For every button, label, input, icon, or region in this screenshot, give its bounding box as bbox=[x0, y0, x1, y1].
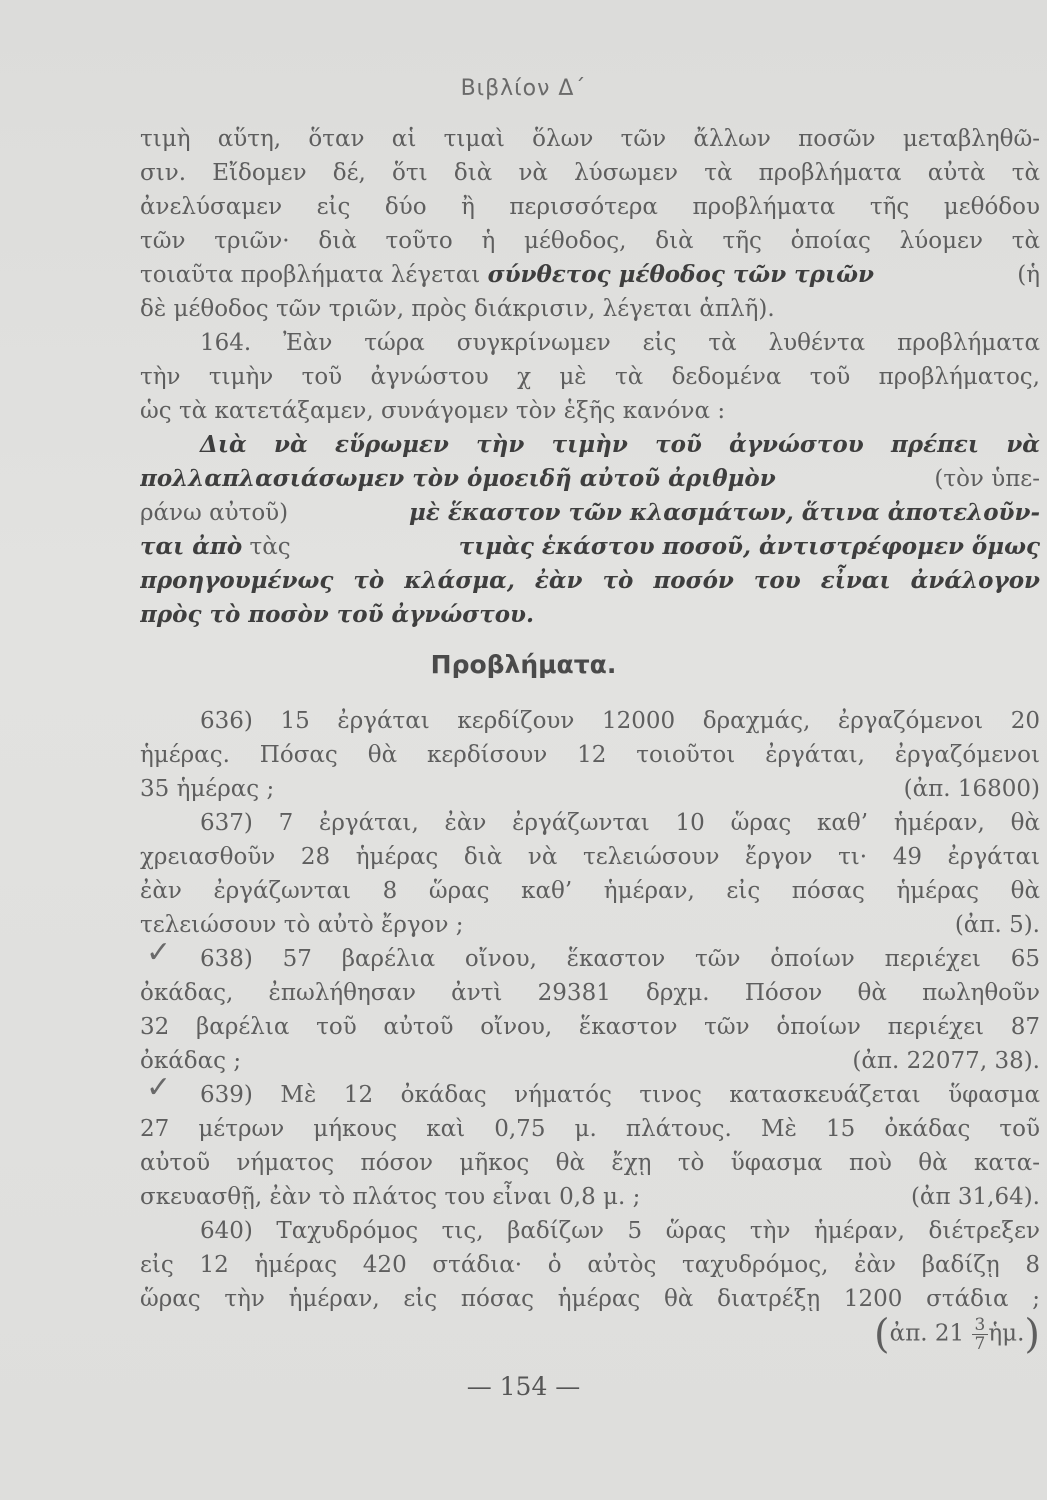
answer-640: (ἀπ. 21 $\frac{3}{7}$ ἡμ.) bbox=[874, 1316, 1040, 1358]
problem-638-line: ὀκάδας, ἐπωλήθησαν ἀντὶ 29381 δρχμ. Πόσον θὰ πωληθοῦν bbox=[140, 980, 1040, 1006]
answer-636: (ἀπ. 16800) bbox=[903, 776, 1040, 802]
problems-heading: Προβλήματα. bbox=[430, 650, 617, 679]
text-run: σκευασθῇ, ἐὰν τὸ πλάτος του εἶναι 0,8 μ. ; bbox=[140, 1184, 641, 1210]
rule-line bbox=[140, 530, 1040, 564]
rule-line: πρὸς τὸ ποσὸν τοῦ ἀγνώστου. bbox=[140, 601, 535, 628]
problem-640-line: ὥρας τὴν ἡμέραν, εἰς πόσας ἡμέρας θὰ διατρέξῃ 1200 στάδια ; bbox=[140, 1286, 1040, 1312]
problem-640-line: 640) Ταχυδρόμος τις, βαδίζων 5 ὥρας τὴν ἡμέραν, διέτρεξεν bbox=[200, 1218, 1040, 1244]
text-run: (τὸν ὑπε- bbox=[934, 466, 1040, 492]
problem-637-line bbox=[140, 908, 1040, 942]
problem-636-line: ἡμέρας. Πόσας θὰ κερδίσουν 12 τοιοῦτοι ἐργάται, ἐργαζόμενοι bbox=[140, 742, 1040, 768]
text-line: τῶν τριῶν· διὰ τοῦτο ἡ μέθοδος, διὰ τῆς ὁποίας λύομεν τὰ bbox=[140, 228, 1040, 254]
rule-line bbox=[140, 462, 1040, 496]
answer-639: (ἀπ 31,64). bbox=[910, 1184, 1040, 1210]
problem-639-line: 639) Μὲ 12 ὀκάδας νήματός τινος κατασκευάζεται ὕφασμα bbox=[200, 1082, 1040, 1108]
text-run: (ἡ bbox=[1017, 262, 1040, 288]
text-line: ὡς τὰ κατετάξαμεν, συνάγομεν τὸν ἑξῆς κανόνα : bbox=[140, 398, 726, 424]
fraction-denominator: 7 bbox=[974, 1334, 986, 1354]
rule-line bbox=[140, 496, 1040, 530]
answer-640-unit: ἡμ. bbox=[988, 1320, 1025, 1347]
rule-text: τιμὰς ἑκάστου ποσοῦ, ἀντιστρέφομεν ὅμως bbox=[458, 533, 1040, 560]
text-line: ἀνελύσαμεν εἰς δύο ἢ περισσότερα προβλήματα τῆς μεθόδου bbox=[140, 194, 1040, 220]
rule-text: ται ἀπὸ bbox=[140, 533, 243, 560]
answer-638: (ἀπ. 22077, 38). bbox=[852, 1048, 1040, 1074]
problem-637-line: ἐὰν ἐργάζωνται 8 ὥρας καθ’ ἡμέραν, εἰς πόσας ἡμέρας θὰ bbox=[140, 878, 1040, 904]
problem-639-line bbox=[140, 1180, 1040, 1214]
fraction bbox=[972, 1316, 989, 1353]
text-line: τιμὴ αὕτη, ὅταν αἱ τιμαὶ ὅλων τῶν ἄλλων ποσῶν μεταβληθῶ- bbox=[140, 126, 1040, 152]
fraction-numerator: 3 bbox=[972, 1316, 989, 1335]
emphasis-term: σύνθετος μέθοδος τῶν τριῶν bbox=[487, 261, 874, 288]
problem-637-line: 637) 7 ἐργάται, ἐὰν ἐργάζωνται 10 ὥρας καθ’ ἡμέραν, θὰ bbox=[200, 810, 1040, 836]
section-164 bbox=[140, 326, 1040, 632]
problem-636-line: 636) 15 ἐργάται κερδίζουν 12000 δραχμάς, ἐργαζόμενοι 20 bbox=[200, 708, 1040, 734]
page-number: — 154 — bbox=[466, 1372, 581, 1401]
text-run: ράνω αὐτοῦ) bbox=[140, 500, 289, 526]
answer-640-text: ἀπ. 21 bbox=[889, 1320, 965, 1347]
text-run: ὀκάδας ; bbox=[140, 1048, 242, 1074]
rule-line: Διὰ νὰ εὕρωμεν τὴν τιμὴν τοῦ ἀγνώστου πρέπει νὰ bbox=[200, 431, 1040, 458]
check-mark-icon: ✓ bbox=[146, 1070, 172, 1105]
problem-640-line: εἰς 12 ἡμέρας 420 στάδια· ὁ αὐτὸς ταχυδρόμος, ἐὰν βαδίζῃ 8 bbox=[140, 1252, 1040, 1278]
text-run: τὰς bbox=[249, 534, 291, 560]
problem-637-line: χρειασθοῦν 28 ἡμέρας διὰ νὰ τελειώσουν ἔργον τι· 49 ἐργάται bbox=[140, 844, 1040, 870]
text-line bbox=[140, 258, 1040, 292]
rule-line: προηγουμένως τὸ κλάσμα, ἐὰν τὸ ποσόν του εἶναι ἀνάλογον bbox=[140, 567, 1040, 594]
problem-638-line: 32 βαρέλια τοῦ αὐτοῦ οἴνου, ἕκαστον τῶν ὁποίων περιέχει 87 bbox=[140, 1014, 1040, 1040]
text-line: δὲ μέθοδος τῶν τριῶν, πρὸς διάκρισιν, λέγεται ἁπλῆ). bbox=[140, 296, 775, 322]
intro-paragraph bbox=[140, 122, 1040, 326]
text-run: 35 ἡμέρας ; bbox=[140, 776, 275, 802]
problem-638-line: 638) 57 βαρέλια οἴνου, ἕκαστον τῶν ὁποίων περιέχει 65 bbox=[200, 946, 1040, 972]
text-line: 164. Ἐὰν τώρα συγκρίνωμεν εἰς τὰ λυθέντα προβλήματα bbox=[200, 330, 1040, 356]
text-line: σιν. Εἴδομεν δέ, ὅτι διὰ νὰ λύσωμεν τὰ προβλήματα αὐτὰ τὰ bbox=[140, 160, 1040, 186]
text-run: τελειώσουν τὸ αὐτὸ ἔργον ; bbox=[140, 912, 464, 938]
problems-list bbox=[140, 704, 1040, 1366]
answer-637: (ἀπ. 5). bbox=[954, 912, 1040, 938]
rule-text: πολλαπλασιάσωμεν τὸν ὁμοειδῆ αὐτοῦ ἀριθμὸν bbox=[140, 465, 776, 492]
check-mark-icon: ✓ bbox=[146, 935, 172, 970]
problem-639-line: 27 μέτρων μήκους καὶ 0,75 μ. πλάτους. Μὲ 15 ὀκάδας τοῦ bbox=[140, 1116, 1040, 1142]
running-header: Βιβλίον Δ΄ bbox=[460, 76, 587, 101]
problem-638-line bbox=[140, 1044, 1040, 1078]
problem-639-line: αὐτοῦ νήματος πόσον μῆκος θὰ ἔχῃ τὸ ὕφασμα ποὺ θὰ κατα- bbox=[140, 1150, 1040, 1176]
rule-text: μὲ ἕκαστον τῶν κλασμάτων, ἅτινα ἀποτελοῦν- bbox=[409, 499, 1040, 526]
text-run: τοιαῦτα προβλήματα λέγεται bbox=[140, 262, 481, 288]
problem-636-line bbox=[140, 772, 1040, 806]
text-line: τὴν τιμὴν τοῦ ἀγνώστου χ μὲ τὰ δεδομένα τοῦ προβλήματος, bbox=[140, 364, 1040, 390]
